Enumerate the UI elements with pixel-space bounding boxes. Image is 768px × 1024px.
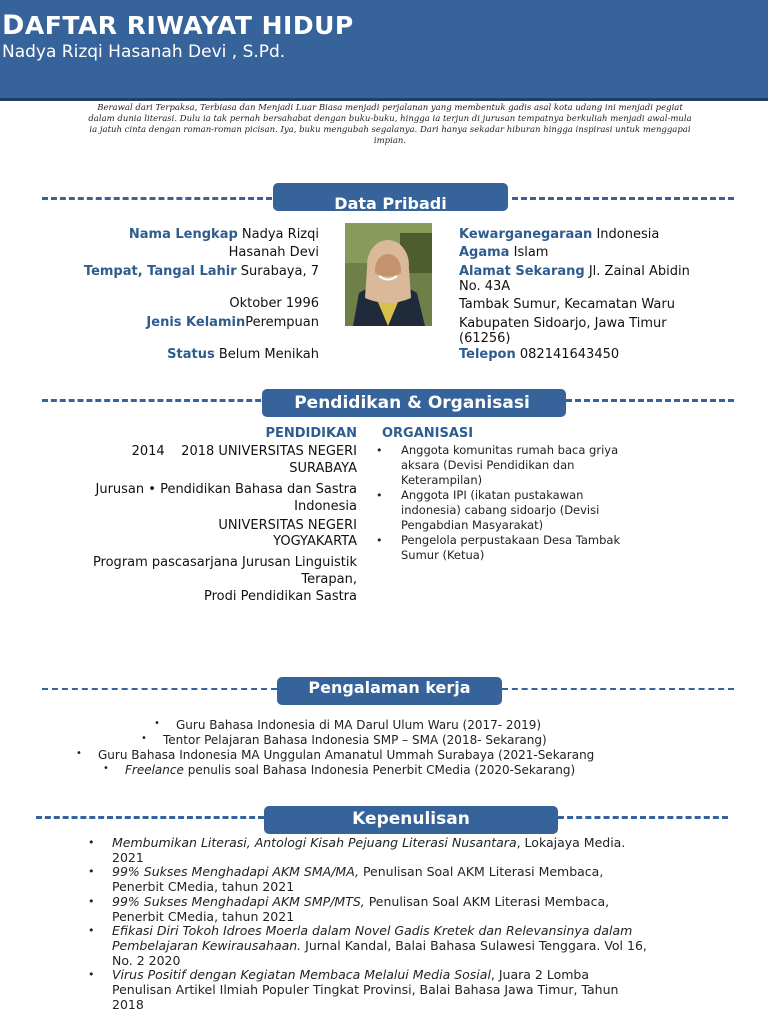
section-divider (558, 816, 728, 819)
section-divider (512, 197, 734, 200)
list-item: • Efikasi Diri Tokoh Idroes Moerla dalam Novel Gadis Kretek dan Relevansinya dalam Pembelajaran Kewirausahaan. Jurnal Kandal, Balai Bahasa Sulawesi Tenggara. Vol 16, No. 2 2020 (88, 924, 648, 968)
pendidikan-line: UNIVERSITAS NEGERI (218, 518, 357, 533)
list-item: • Guru Bahasa Indonesia MA Unggulan Amanatul Ummah Surabaya (2021-Sekarang (76, 748, 595, 762)
section-title-kerja: Pengalaman kerja (277, 677, 502, 705)
pendidikan-line: Program pascasarjana Jurusan Linguistik (92, 555, 357, 570)
intro-paragraph: Berawal dari Terpaksa, Terbiasa dan Menjadi Luar Biasa menjadi perjalanan yang membentuk gadis asal kota udang ini menjadi pegiat dalam dunia literasi. Dulu ia tak pernah bersahabat dengan buku-buku, hingga ia terjun di jurusan tempatnya berkuliah menjadi awal-mula ia jatuh cinta dengan roman-roman picisan. Iya, buku mengubah segalanya. Dari hanya sekadar hiburan hingga inspirasi untuk menggapai impian. (88, 103, 692, 146)
section-divider (502, 688, 734, 690)
alamat-row-2: No. 43A (459, 279, 511, 294)
header-divider (0, 98, 768, 101)
section-divider (42, 399, 270, 402)
organisasi-heading: ORGANISASI (382, 426, 474, 441)
list-item: • Guru Bahasa Indonesia di MA Darul Ulum Waru (2017- 2019) (154, 718, 542, 732)
list-item: • Membumikan Literasi, Antologi Kisah Pejuang Literasi Nusantara, Lokajaya Media. 2021 (88, 836, 648, 865)
pendidikan-line: 2014 2018 UNIVERSITAS NEGERI (131, 444, 357, 459)
list-item: • Pengelola perpustakaan Desa Tambak Sumur (Ketua) (376, 533, 646, 563)
organisasi-list (376, 443, 646, 563)
section-divider (42, 197, 272, 200)
alamat-row-5: (61256) (459, 331, 511, 346)
pendidikan-line: YOGYAKARTA (273, 534, 357, 549)
list-item: • Tentor Pelajaran Bahasa Indonesia SMP – SMA (2018- Sekarang) (141, 733, 547, 747)
section-divider (36, 816, 264, 819)
pendidikan-heading: PENDIDIKAN (265, 426, 357, 441)
pendidikan-line: SURABAYA (289, 461, 357, 476)
ttl-row: Tempat, Tangal Lahir Surabaya, 7 (83, 264, 319, 279)
status-row: Status Belum Menikah (167, 347, 319, 362)
profile-photo (345, 223, 432, 326)
list-item: • Virus Positif dengan Kegiatan Membaca Melalui Media Sosial, Juara 2 Lomba Penulisan Artikel Ilmiah Populer Tingkat Provinsi, Balai Bahasa Jawa Timur, Tahun 2018 (88, 968, 648, 1012)
section-divider (42, 688, 277, 690)
pendidikan-list (27, 443, 357, 605)
list-item: • 99% Sukses Menghadapi AKM SMP/MTS, Penulisan Soal AKM Literasi Membaca, Penerbit CMedia, tahun 2021 (88, 895, 648, 924)
alamat-row: Alamat Sekarang Jl. Zainal Abidin (459, 264, 690, 279)
telepon-row: Telepon 082141643450 (459, 347, 620, 362)
page-title: DAFTAR RIWAYAT HIDUP (2, 10, 354, 41)
jenis-kelamin-row: Jenis KelaminPerempuan (146, 315, 319, 330)
alamat-row-4: Kabupaten Sidoarjo, Jawa Timur (459, 316, 667, 331)
section-title-pendidikan: Pendidikan & Organisasi (262, 389, 566, 417)
list-item: • Freelance penulis soal Bahasa Indonesia Penerbit CMedia (2020-Sekarang) (103, 763, 576, 777)
pendidikan-line: Jurusan • Pendidikan Bahasa dan Sastra (95, 482, 357, 497)
pendidikan-line: Indonesia (294, 499, 357, 514)
section-title-kepenulisan: Kepenulisan (264, 806, 558, 834)
kepenulisan-list (88, 836, 648, 1012)
agama-row: Agama Islam (459, 245, 549, 260)
ttl-row-2: Oktober 1996 (229, 296, 319, 311)
pendidikan-line: Terapan, (301, 572, 357, 587)
nama-row-2: Hasanah Devi (228, 245, 319, 260)
list-item: • 99% Sukses Menghadapi AKM SMA/MA, Penulisan Soal AKM Literasi Membaca, Penerbit CMedia, tahun 2021 (88, 865, 648, 894)
section-title-pribadi: Data Pribadi (273, 183, 508, 211)
alamat-row-3: Tambak Sumur, Kecamatan Waru (459, 297, 675, 312)
kewarganegaraan-row: Kewarganegaraan Indonesia (459, 227, 660, 242)
section-divider (566, 399, 734, 402)
pendidikan-line: Prodi Pendidikan Sastra (204, 589, 357, 604)
list-item: • Anggota komunitas rumah baca griya aksara (Devisi Pendidikan dan Keterampilan) (376, 443, 646, 488)
list-item: • Anggota IPI (ikatan pustakawan indonesia) cabang sidoarjo (Devisi Pengabdian Masyarakat) (376, 488, 646, 533)
person-name: Nadya Rizqi Hasanah Devi , S.Pd. (2, 42, 286, 62)
nama-row: Nama Lengkap Nadya Rizqi (128, 227, 319, 242)
header-banner (0, 0, 768, 98)
